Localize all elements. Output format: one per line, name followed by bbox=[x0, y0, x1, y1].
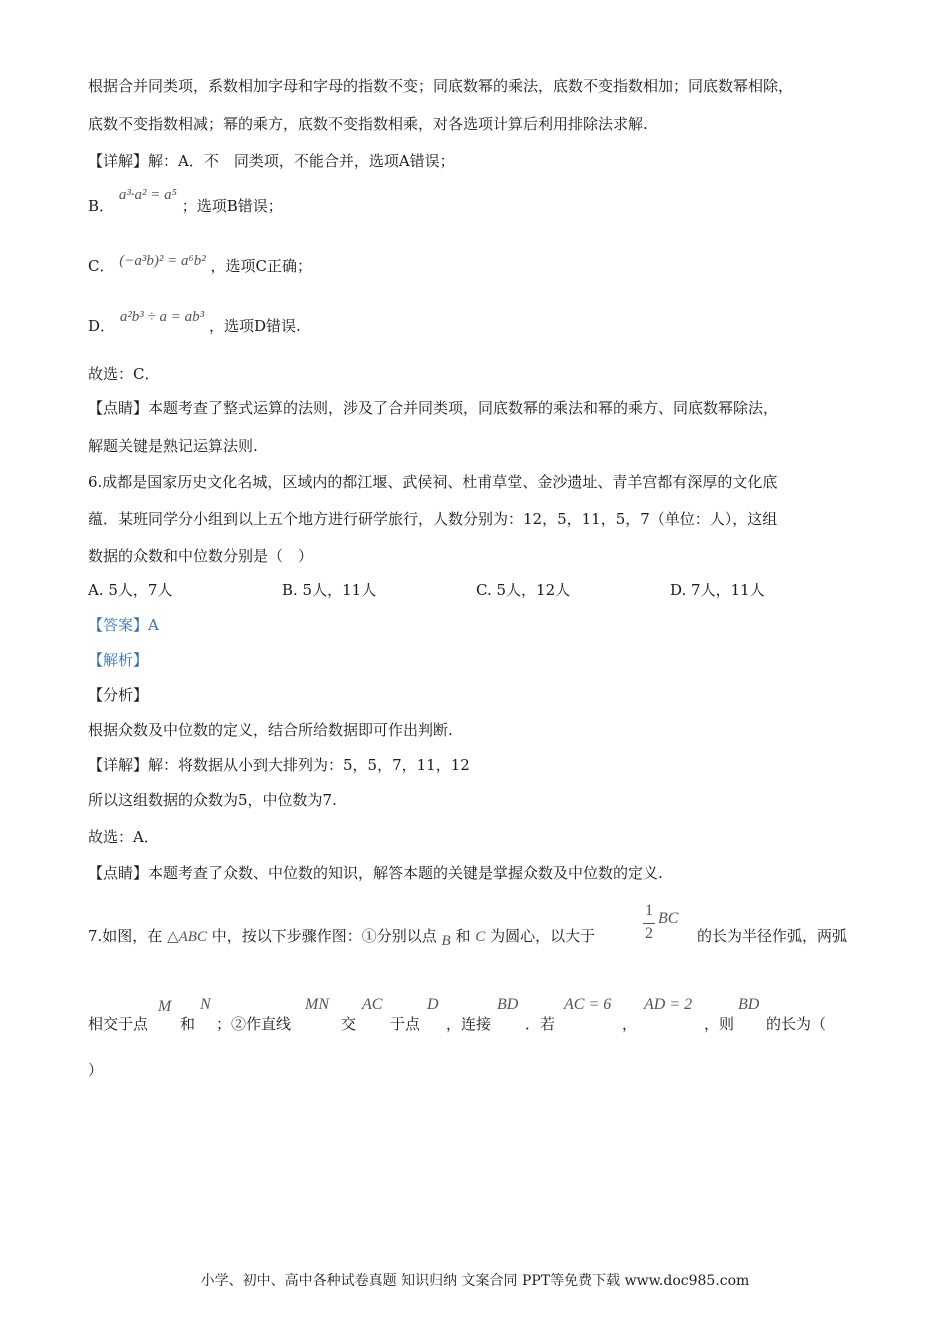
text-line: 解题关键是熟记运算法则. bbox=[88, 437, 258, 455]
option-text: ；选项B错误； bbox=[181, 197, 283, 215]
text-line: 【点睛】本题考查了众数、中位数的知识，解答本题的关键是掌握众数及中位数的定义. bbox=[88, 864, 663, 882]
point-m: M bbox=[158, 998, 172, 1015]
text-span: ，则 bbox=[704, 1015, 735, 1033]
question-6-text: 蕴．某班同学分小组到以上五个地方进行研学旅行，人数分别为：12，5，11，5，7（单位：人），这组 bbox=[88, 510, 778, 528]
question-7-line bbox=[88, 926, 595, 947]
line-mn: MN bbox=[305, 996, 329, 1013]
equation-ad: AD = 2 bbox=[644, 996, 693, 1013]
option-label: D． bbox=[88, 317, 116, 335]
fraction-bar bbox=[643, 923, 655, 924]
text-line: 【点睛】本题考查了整式运算的法则，涉及了合并同类项，同底数幂的乘法和幂的乘方、同底数幂除法， bbox=[88, 399, 779, 417]
option-label: B． bbox=[88, 197, 115, 215]
text-span: ） bbox=[88, 1061, 104, 1079]
page-footer: 小学、初中、高中各种试卷真题 知识归纳 文案合同 PPT等免费下载 www.doc985.com bbox=[200, 1273, 750, 1289]
fraction-numerator: 1 bbox=[645, 902, 653, 919]
text-span: 相交于点 bbox=[88, 1015, 149, 1033]
analysis-label: 【解析】 bbox=[88, 651, 149, 669]
text-line: 故选：A． bbox=[88, 828, 159, 846]
point-d: D bbox=[427, 996, 439, 1013]
option-text: ，选项D错误. bbox=[208, 317, 301, 335]
text-line: 【详解】解：将数据从小到大排列为：5，5，7，11，12 bbox=[88, 756, 470, 774]
text-span: ，连接 bbox=[446, 1015, 492, 1033]
text-span: 中，按以下步骤作图：①分别以点 bbox=[211, 927, 437, 945]
text-span: 和 bbox=[455, 927, 471, 945]
option-d-line bbox=[88, 309, 301, 337]
math-expression: a³·a² = a⁵ bbox=[118, 187, 177, 203]
math-expression: a²b³ ÷ a = ab³ bbox=[119, 309, 205, 325]
text-span: 于点 bbox=[390, 1015, 421, 1033]
text-span: ；②作直线 bbox=[216, 1015, 292, 1033]
segment-bd: BD bbox=[497, 996, 519, 1013]
option-b-line bbox=[88, 187, 283, 217]
text-span: ， bbox=[622, 1015, 638, 1033]
text-line: 底数不变指数相减；幂的乘方，底数不变指数相乘，对各选项计算后利用排除法求解. bbox=[88, 115, 648, 133]
text-span: 为圆心，以大于 bbox=[490, 927, 596, 945]
triangle-symbol: △ABC bbox=[167, 929, 207, 945]
text-line: 根据合并同类项，系数相加字母和字母的指数不变；同底数幂的乘法，底数不变指数相加；同底数幂相除， bbox=[88, 77, 794, 95]
option-label: C． bbox=[88, 257, 115, 275]
fraction-variable: BC bbox=[658, 910, 679, 927]
text-line: 【分析】 bbox=[88, 686, 149, 704]
math-expression: (−a³b)² = a⁶b² bbox=[119, 253, 206, 269]
text-span: 7.如图，在 bbox=[88, 927, 163, 945]
text-line: 【详解】解：A．不 同类项，不能合并，选项A错误； bbox=[88, 152, 455, 170]
question-6-text: 6.成都是国家历史文化名城，区域内的都江堰、武侯祠、杜甫草堂、金沙遗址、青羊宫都有深厚的文化底 bbox=[88, 473, 778, 491]
fraction-denominator: 2 bbox=[645, 925, 653, 942]
option-a: A. 5人，7人 bbox=[88, 581, 173, 599]
text-line: 故选：C． bbox=[88, 365, 160, 383]
fraction-half-bc bbox=[640, 902, 694, 952]
text-line: 根据众数及中位数的定义，结合所给数据即可作出判断. bbox=[88, 721, 453, 739]
segment-bd: BD bbox=[738, 996, 760, 1013]
point-c: C bbox=[475, 929, 486, 945]
text-span: 交 bbox=[341, 1015, 357, 1033]
text-span: 的长为（ bbox=[766, 1015, 827, 1033]
option-c-line bbox=[88, 253, 312, 277]
text-line: 所以这组数据的众数为5，中位数为7. bbox=[88, 791, 337, 809]
question-7-line-end: 的长为半径作弧，两弧 bbox=[697, 927, 848, 945]
text-span: 和 bbox=[180, 1015, 196, 1033]
equation-ac: AC = 6 bbox=[564, 996, 612, 1013]
question-6-text: 数据的众数和中位数分别是（ ） bbox=[88, 547, 314, 565]
option-c: C. 5人，12人 bbox=[476, 581, 571, 599]
text-span: ．若 bbox=[525, 1015, 556, 1033]
option-d: D. 7人，11人 bbox=[670, 581, 765, 599]
point-n: N bbox=[200, 996, 211, 1013]
point-b: B bbox=[441, 933, 451, 949]
segment-ac: AC bbox=[362, 996, 383, 1013]
option-text: ，选项C正确； bbox=[210, 257, 312, 275]
option-b: B. 5人，11人 bbox=[282, 581, 377, 599]
answer-label: 【答案】A bbox=[88, 616, 159, 634]
